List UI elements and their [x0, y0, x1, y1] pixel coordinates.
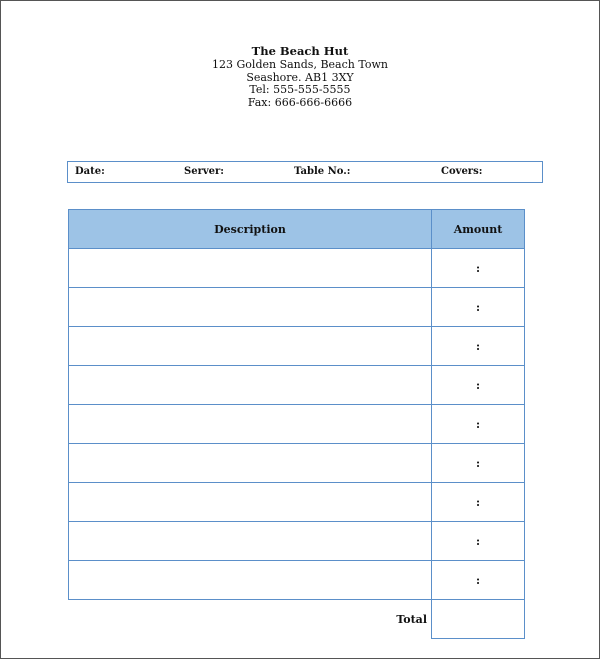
description-cell[interactable]: [69, 327, 432, 366]
amount-cell[interactable]: :: [432, 366, 525, 405]
amount-header: Amount: [432, 210, 525, 249]
address-line-1: 123 Golden Sands, Beach Town: [212, 58, 388, 71]
telephone: Tel: 555-555-5555: [249, 83, 351, 96]
table-row: [69, 405, 525, 444]
address-line-2: Seashore. AB1 3XY: [246, 70, 354, 84]
table-number-label: Table No.:: [294, 166, 351, 177]
description-cell[interactable]: [69, 483, 432, 522]
description-cell[interactable]: [69, 561, 432, 600]
table-row: [69, 561, 525, 600]
amount-cell[interactable]: :: [432, 483, 525, 522]
description-cell[interactable]: [69, 366, 432, 405]
description-cell[interactable]: [69, 249, 432, 288]
table-row: [69, 288, 525, 327]
amount-cell[interactable]: :: [432, 327, 525, 366]
amount-cell[interactable]: :: [432, 288, 525, 327]
amount-cell[interactable]: :: [432, 444, 525, 483]
amount-cell[interactable]: :: [432, 249, 525, 288]
covers-label: Covers:: [441, 166, 483, 177]
order-info-bar: [67, 161, 543, 183]
table-row: [69, 327, 525, 366]
server-label: Server:: [184, 166, 224, 177]
items-table: [68, 209, 525, 639]
description-cell[interactable]: [69, 444, 432, 483]
amount-cell[interactable]: :: [432, 561, 525, 600]
total-amount-cell[interactable]: [432, 600, 525, 639]
total-label: Total: [396, 612, 427, 626]
table-row: [69, 444, 525, 483]
date-label: Date:: [75, 166, 105, 177]
amount-cell[interactable]: :: [432, 522, 525, 561]
table-row: [69, 366, 525, 405]
business-name: The Beach Hut: [251, 44, 349, 58]
description-cell[interactable]: [69, 405, 432, 444]
description-cell[interactable]: [69, 522, 432, 561]
fax: Fax: 666-666-6666: [247, 95, 353, 109]
table-row: [69, 522, 525, 561]
table-row: [69, 483, 525, 522]
table-row: [69, 249, 525, 288]
description-header: Description: [69, 210, 432, 249]
description-cell[interactable]: [69, 288, 432, 327]
amount-cell[interactable]: :: [432, 405, 525, 444]
